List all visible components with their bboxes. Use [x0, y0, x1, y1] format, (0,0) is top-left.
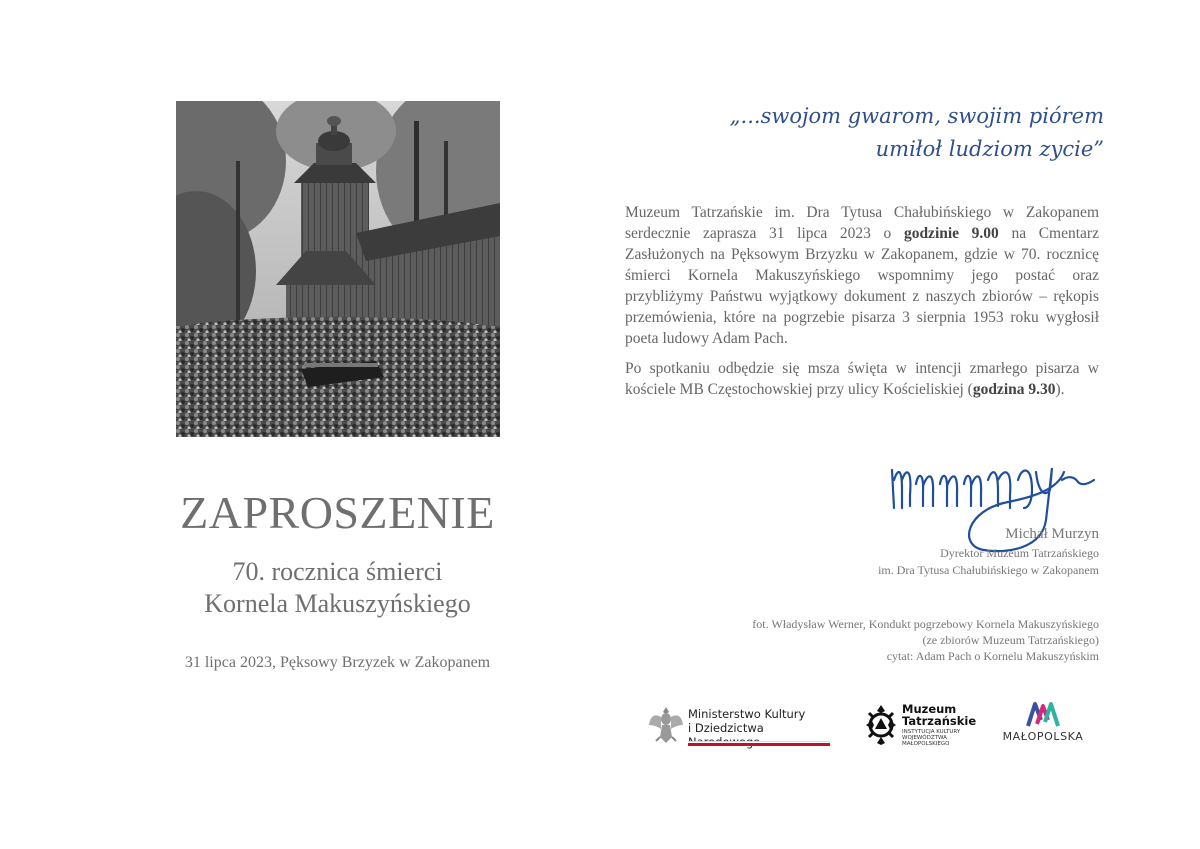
polish-eagle-icon: [648, 703, 684, 745]
invitation-title: ZAPROSZENIE: [180, 487, 495, 538]
museum-name-line-2: Tatrzańskie: [902, 714, 977, 728]
funeral-photo-image: [176, 101, 500, 437]
signatory-role: [878, 545, 1099, 579]
invitation-body: [625, 202, 1099, 409]
credits-line-1: fot. Władysław Werner, Kondukt pogrzebowy Kornela Makuszyńskiego: [752, 617, 1099, 631]
body-p1-bold-time: godzinie 9.00: [903, 225, 999, 242]
quote-line-2: umiłoł ludziom zycie”: [875, 137, 1104, 161]
museum-note-line-2: WOJEWÓDZTWA: [902, 735, 947, 741]
event-dateline: 31 lipca 2023, Pęksowy Brzyzek w Zakopanem: [184, 654, 491, 671]
credits-line-3: cytat: Adam Pach o Kornelu Makuszyńskim: [886, 649, 1099, 663]
photo-credits: [752, 616, 1099, 664]
malopolska-mountains-icon: [1026, 700, 1060, 728]
quote: [684, 100, 1104, 166]
signatory-role-line-1: Dyrektor Muzeum Tatrzańskiego: [940, 546, 1099, 560]
muzeum-tatrzanskie-logo: [864, 702, 977, 749]
museum-institution-note: [902, 729, 972, 747]
funeral-photo: [176, 101, 500, 437]
body-p2-bold-time: godzina 9.30: [972, 381, 1056, 398]
signature-graphic: [888, 450, 1098, 560]
body-p2-text-a: Po spotkaniu odbędzie się msza święta w intencji zmarłego pisarza w kościele MB Częstochowskiej przy ulicy Kościeliskiej (: [625, 360, 1099, 398]
ministry-name-line-1: Ministerstwo Kultury: [688, 707, 806, 721]
museum-name-line-1: Muzeum: [902, 702, 957, 716]
body-paragraph-2: [625, 358, 1099, 400]
quote-line-1: „...swojom gwarom, swojim piórem: [729, 104, 1104, 128]
body-p1-text-b: na Cmentarz Zasłużonych na Pęksowym Brzyzku w Zakopanem, gdzie w 70. rocznicę śmierci Kornela Makuszyńskiego wspomnimy jego postać oraz przybliżymy Państwu wyjątkowy dokument z naszych zbiorów – rękopis przemówienia, które na pogrzebie pisarza 3 sierpnia 1953 roku wygłosił poeta ludowy Adam Pach.: [625, 225, 1099, 347]
museum-note-line-1: INSTYTUCJA KULTURY: [902, 729, 961, 735]
handwritten-signature: [888, 450, 1098, 560]
malopolska-name: MAŁOPOLSKA: [1002, 730, 1084, 743]
malopolska-logo: [998, 700, 1088, 746]
invitation-subtitle: [140, 556, 535, 620]
body-paragraph-1: [625, 202, 1099, 349]
signatory-name: Michał Murzyn: [1005, 526, 1099, 542]
body-p1-text-a: Muzeum Tatrzańskie im. Dra Tytusa Chałubińskiego w Zakopanem serdecznie zaprasza 31 lipca 2023 o: [625, 204, 1099, 242]
ministry-name-line-2: i Dziedzictwa: [688, 721, 764, 735]
ministry-flag-bar: [688, 741, 830, 746]
signatory-role-line-2: im. Dra Tytusa Chałubińskiego w Zakopanem: [878, 563, 1099, 577]
museum-emblem-icon: [864, 703, 898, 747]
subtitle-line-2: Kornela Makuszyńskiego: [204, 589, 471, 618]
subtitle-line-1: 70. rocznica śmierci: [232, 557, 443, 586]
credits-line-2: (ze zbiorów Muzeum Tatrzańskiego): [922, 633, 1099, 647]
body-p2-text-b: ).: [1055, 381, 1065, 398]
ministry-culture-logo: [648, 703, 833, 747]
museum-note-line-3: MAŁOPOLSKIEGO: [902, 741, 950, 747]
museum-name: [902, 703, 976, 727]
